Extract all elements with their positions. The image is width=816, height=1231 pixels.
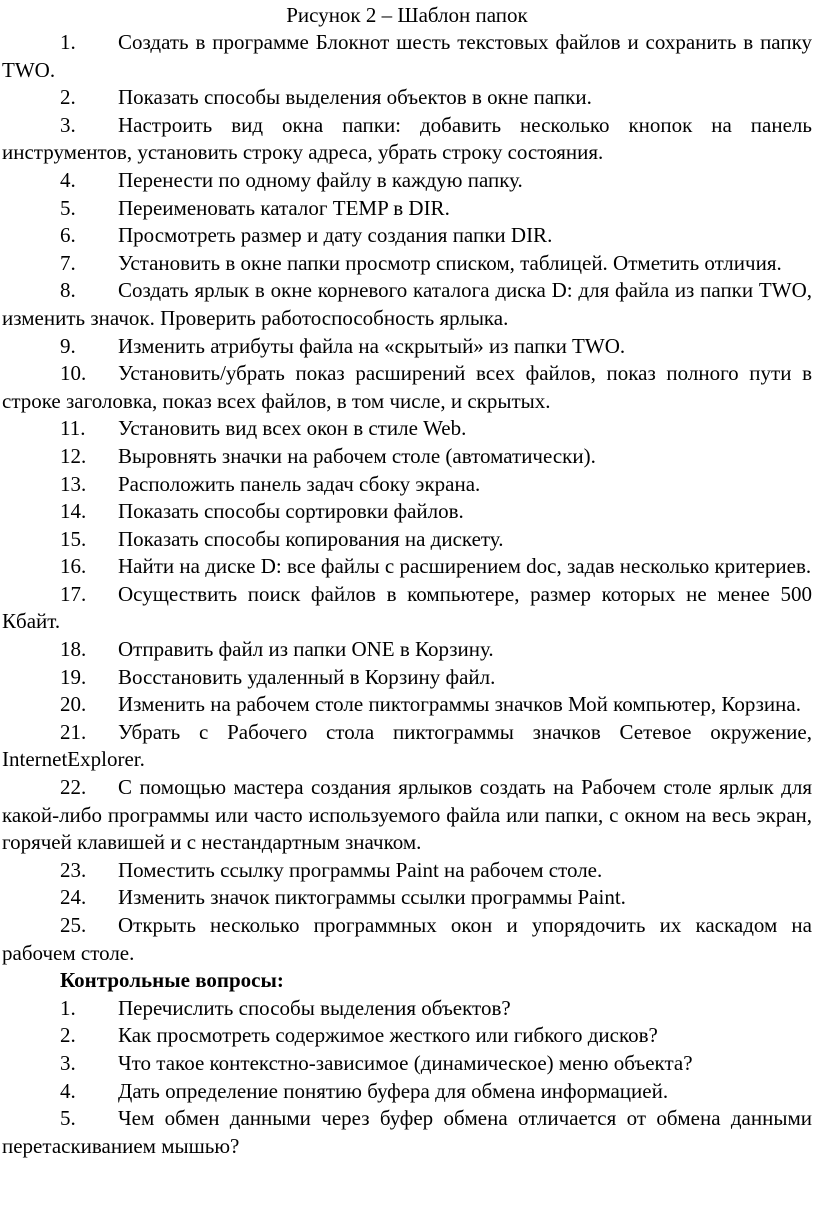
item-text: Установить в окне папки просмотр списком, таблицей. Отметить отличия. xyxy=(118,250,782,275)
item-number: 22. xyxy=(60,775,87,800)
item-number: 8. xyxy=(60,278,76,303)
item-text: Установить вид всех окон в стиле Web. xyxy=(118,416,467,441)
item-number: 25. xyxy=(60,913,87,937)
item-number: 1. xyxy=(60,995,76,1020)
item-text: Переименовать каталог TEMP в DIR. xyxy=(118,195,450,220)
item-text: Дать определение понятию буфера для обмена информацией. xyxy=(118,1078,669,1103)
task-item xyxy=(2,443,812,471)
item-text: Поместить ссылку программы Paint на рабочем столе. xyxy=(118,857,603,882)
item-number: 18. xyxy=(60,637,87,662)
item-text: Осуществить поиск файлов в компьютере, размер которых не менее 500 Кбайт. xyxy=(2,581,812,634)
task-item xyxy=(2,415,812,443)
item-number: 4. xyxy=(60,1078,76,1103)
item-text: Убрать с Рабочего стола пиктограммы значков Сетевое окружение, InternetExplorer. xyxy=(2,719,812,772)
item-text: Что такое контекстно-зависимое (динамическое) меню объекта? xyxy=(118,1050,693,1075)
item-text: С помощью мастера создания ярлыков создать на Рабочем столе ярлык для какой-либо программы или часто используемого файла или папки, с окном на весь экран, горячей клавишей и с нестандартным значком. xyxy=(2,775,812,855)
question-item xyxy=(2,1050,812,1078)
item-number: 13. xyxy=(60,471,87,496)
task-item xyxy=(2,664,812,692)
questions-list xyxy=(2,995,812,1161)
item-text: Как просмотреть содержимое жесткого или гибкого дисков? xyxy=(118,1023,658,1048)
question-item xyxy=(2,1022,812,1050)
item-text: Показать способы сортировки файлов. xyxy=(118,499,464,524)
item-text: Отправить файл из папки ONE в Корзину. xyxy=(118,637,494,662)
item-text: Выровнять значки на рабочем столе (автоматически). xyxy=(118,443,596,468)
item-number: 17. xyxy=(60,581,87,606)
item-number: 5. xyxy=(60,1106,76,1131)
item-text: Перечислить способы выделения объектов? xyxy=(118,995,511,1020)
item-number: 21. xyxy=(60,719,87,744)
item-text: Открыть несколько программных окон и упорядочить их каскадом на рабочем столе. xyxy=(2,913,812,965)
item-number: 23. xyxy=(60,857,87,882)
item-number: 5. xyxy=(60,195,76,220)
item-number: 16. xyxy=(60,554,87,579)
task-item xyxy=(2,719,812,774)
task-item xyxy=(2,884,812,912)
task-item xyxy=(2,250,812,278)
question-item xyxy=(2,995,812,1023)
item-text: Показать способы выделения объектов в окне папки. xyxy=(118,85,592,110)
task-item xyxy=(2,222,812,250)
task-item xyxy=(2,553,812,581)
task-item xyxy=(2,691,812,719)
item-number: 6. xyxy=(60,223,76,248)
item-number: 3. xyxy=(60,112,76,137)
item-text: Установить/убрать показ расширений всех файлов, показ полного пути в строке заголовка, показ всех файлов, в том числе, и скрытых. xyxy=(2,361,812,413)
item-text: Создать в программе Блокнот шесть текстовых файлов и сохранить в папку TWO. xyxy=(2,30,812,82)
item-text: Изменить на рабочем столе пиктограммы значков Мой компьютер, Корзина. xyxy=(118,692,801,717)
item-text: Перенести по одному файлу в каждую папку. xyxy=(118,167,523,192)
item-number: 15. xyxy=(60,526,87,551)
item-text: Показать способы копирования на дискету. xyxy=(118,526,504,551)
item-text: Изменить атрибуты файла на «скрытый» из папки TWO. xyxy=(118,333,626,358)
task-item xyxy=(2,333,812,361)
questions-heading: Контрольные вопросы: xyxy=(60,968,284,993)
item-number: 1. xyxy=(60,30,76,54)
task-item xyxy=(2,636,812,664)
question-item xyxy=(2,1078,812,1106)
item-number: 19. xyxy=(60,664,87,689)
task-item xyxy=(2,774,812,857)
task-item xyxy=(2,195,812,223)
item-number: 10. xyxy=(60,361,87,386)
task-item xyxy=(2,526,812,554)
task-item xyxy=(2,167,812,195)
item-number: 24. xyxy=(60,885,87,910)
item-text: Настроить вид окна папки: добавить несколько кнопок на панель инструментов, установить строку адреса, убрать строку состояния. xyxy=(2,112,812,165)
item-text: Чем обмен данными через буфер обмена отличается от обмена данными перетаскиванием мышью? xyxy=(2,1106,812,1158)
task-item xyxy=(2,912,812,967)
item-number: 4. xyxy=(60,167,76,192)
item-number: 11. xyxy=(60,416,86,441)
item-number: 9. xyxy=(60,333,76,358)
task-item xyxy=(2,581,812,636)
item-number: 12. xyxy=(60,443,87,468)
item-number: 14. xyxy=(60,499,87,524)
question-item xyxy=(2,1105,812,1160)
task-item xyxy=(2,471,812,499)
item-number: 7. xyxy=(60,250,76,275)
item-text: Найти на диске D: все файлы с расширением doc, задав несколько критериев. xyxy=(118,554,812,579)
item-number: 2. xyxy=(60,85,76,110)
item-text: Просмотреть размер и дату создания папки DIR. xyxy=(118,223,553,248)
task-item xyxy=(2,360,812,415)
task-item xyxy=(2,112,812,167)
item-number: 2. xyxy=(60,1023,76,1048)
item-text: Расположить панель задач сбоку экрана. xyxy=(118,471,481,496)
task-item xyxy=(2,857,812,885)
item-text: Создать ярлык в окне корневого каталога диска D: для файла из папки TWO, изменить значок. Проверить работоспособность ярлыка. xyxy=(2,278,812,330)
task-item xyxy=(2,498,812,526)
item-text: Изменить значок пиктограммы ссылки программы Paint. xyxy=(118,885,626,910)
figure-caption: Рисунок 2 – Шаблон папок xyxy=(286,3,528,27)
task-item xyxy=(2,29,812,84)
item-text: Восстановить удаленный в Корзину файл. xyxy=(118,664,496,689)
item-number: 3. xyxy=(60,1050,76,1075)
task-item xyxy=(2,84,812,112)
item-number: 20. xyxy=(60,692,87,717)
task-item xyxy=(2,277,812,332)
task-list xyxy=(2,29,812,967)
